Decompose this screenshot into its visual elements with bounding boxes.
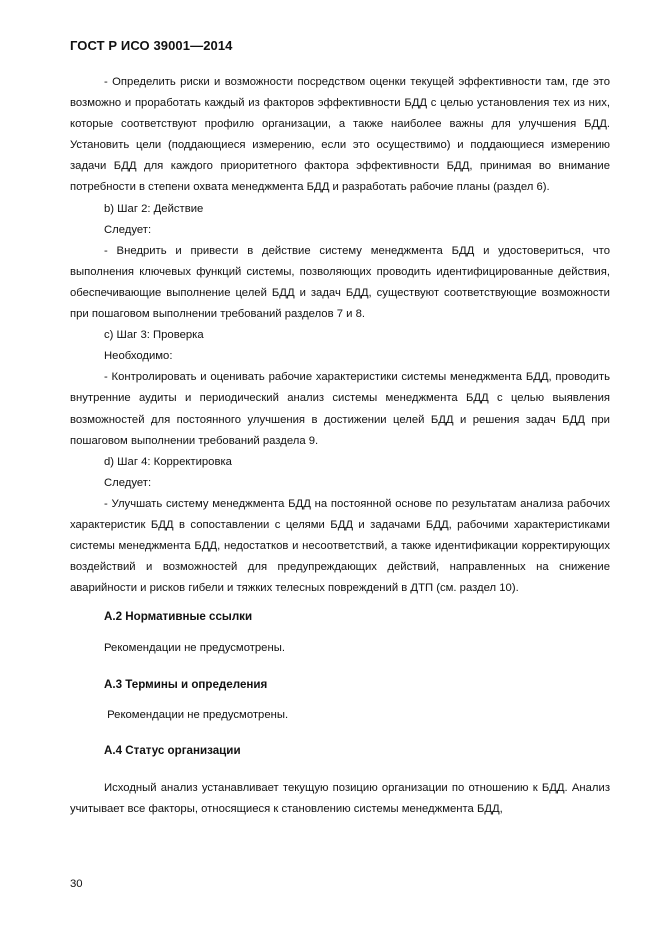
step-c-lead: Необходимо: <box>104 350 173 363</box>
page-number: 30 <box>70 878 83 890</box>
step-b-label: b) Шаг 2: Действие <box>104 202 204 215</box>
section-a3-text: Рекомендации не предусмотрены. <box>104 708 289 721</box>
step-c-label: c) Шаг 3: Проверка <box>104 329 204 342</box>
section-heading-a4: А.4 Статус организации <box>104 743 241 757</box>
section-heading-a3: А.3 Термины и определения <box>104 677 268 691</box>
paragraph-do-step: - Внедрить и привести в действие систему менеджмента БДД и удостовериться, что выполнения ключевых функций системы, позволяющих проводить идентифицированные действия, обеспечивающие выполнение целей БДД и задач БДД, существуют соответствующие возможности при пошаговом выполнении требований разделов 7 и 8. <box>70 244 610 321</box>
paragraph-initial-analysis: Исходный анализ устанавливает текущую позицию организации по отношению к БДД. Анализ учитывает все факторы, относящиеся к становлению системы менеджмента БДД, <box>70 781 610 815</box>
paragraph-act-step: - Улучшать систему менеджмента БДД на постоянной основе по результатам анализа рабочих характеристик БДД в сопоставлении с целями БДД и задачами БДД, рабочими характеристиками системы менеджмента БДД, недостатков и несоответствий, а также идентификации корректирующих воздействий и возможностей для предупреждающих действий, направленных на снижение аварийности и рисков гибели и тяжких телесных повреждений в ДТП (см. раздел 10). <box>70 497 610 595</box>
paragraph-check-step: - Контролировать и оценивать рабочие характеристики системы менеджмента БДД, проводить внутренние аудиты и периодический анализ системы менеджмента БДД с целью выявления возможностей для постоянного улучшения в достижении целей БДД и решения задач БДД при пошаговом выполнении требований раздела 9. <box>70 371 610 447</box>
paragraph-plan-step: - Определить риски и возможности посредством оценки текущей эффективности там, где это возможно и проработать каждый из факторов эффективности БДД с целью установления тех из них, которые соответствуют профилю организации, а также наиболее важны для улучшения БДД. Установить цели (поддающиеся измерению, если это осуществимо) и поддающиеся измерению задачи БДД для каждого приоритетного фактора эффективности БДД, принимая во внимание потребности в степени охвата менеджмента БДД и разработать рабочие планы (раздел 6). <box>70 76 610 194</box>
document-body <box>70 72 610 820</box>
step-b-lead: Следует: <box>104 223 152 236</box>
section-a2-text: Рекомендации не предусмотрены. <box>104 642 285 655</box>
section-heading-a2: А.2 Нормативные ссылки <box>104 610 253 624</box>
step-d-lead: Следует: <box>104 476 152 489</box>
step-d-label: d) Шаг 4: Корректировка <box>104 455 232 468</box>
document-header: ГОСТ Р ИСО 39001—2014 <box>70 38 233 53</box>
